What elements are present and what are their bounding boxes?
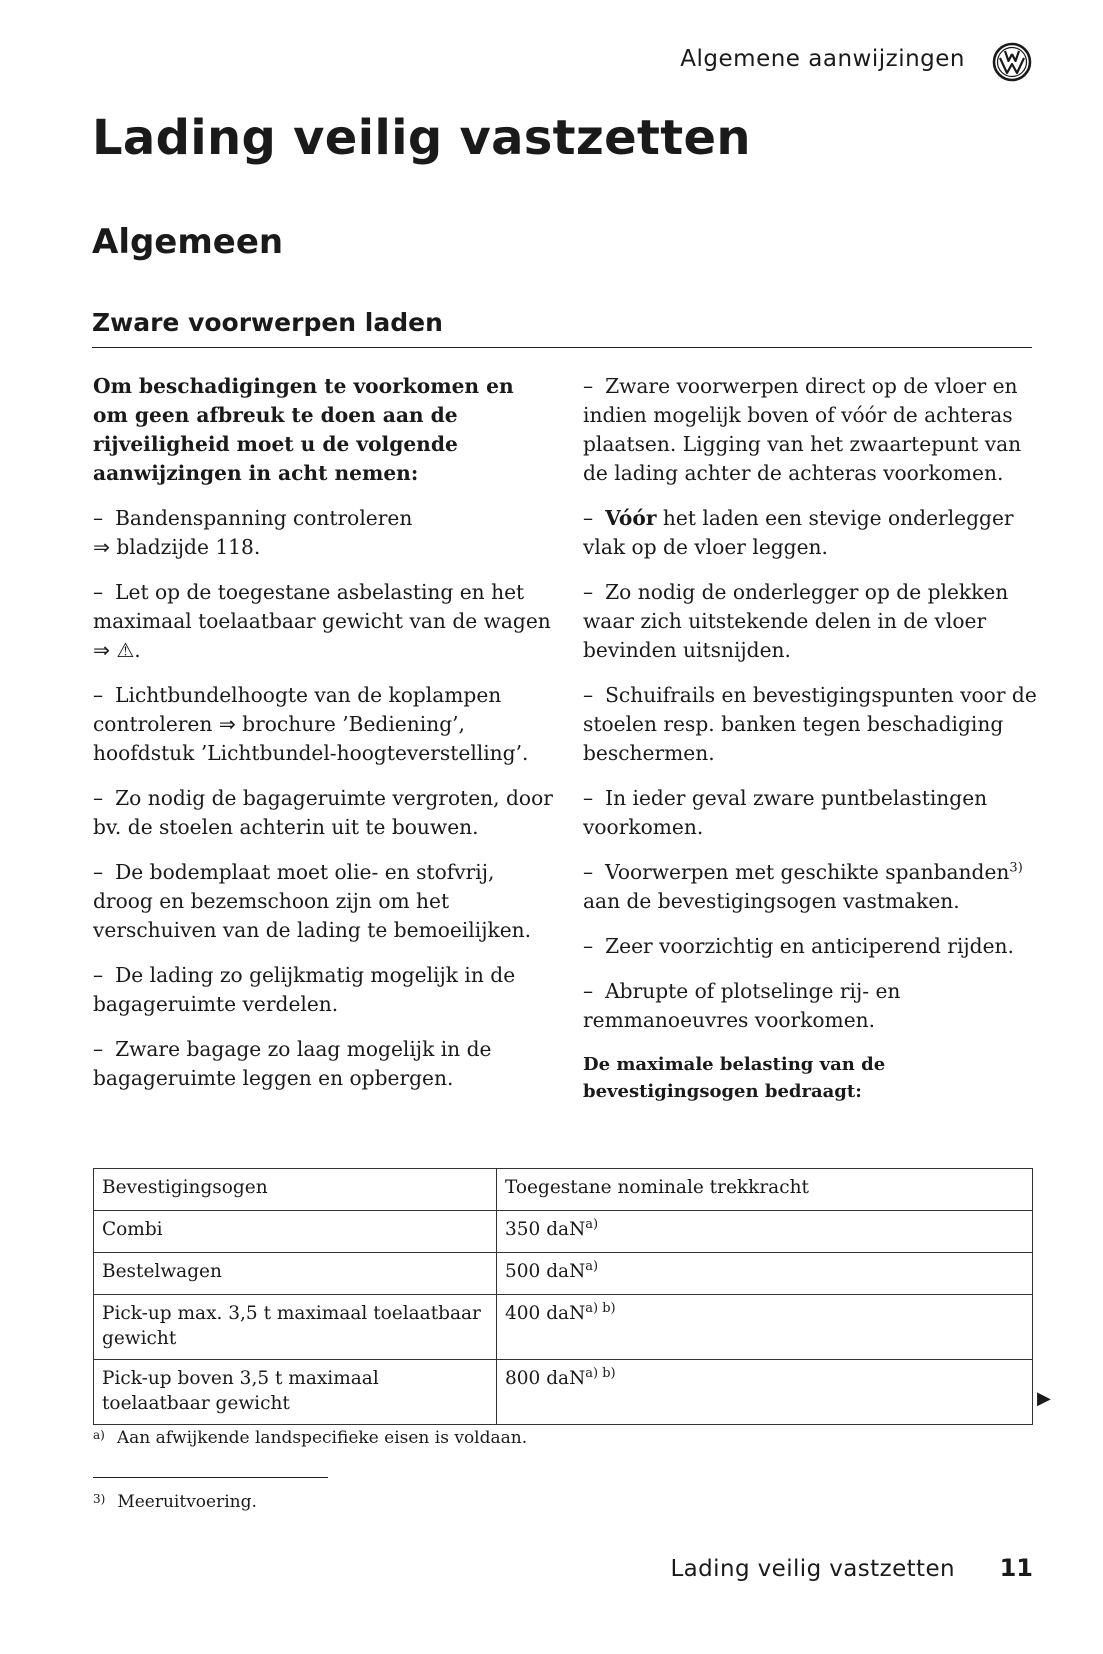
dash-mark: – bbox=[93, 786, 104, 810]
list-item: – Lichtbundelhoogte van de koplampen controleren ⇒ brochure ’Bediening’, hoofdstuk ’Lichtbundel-hoogteverstelling’. bbox=[93, 683, 529, 765]
list-item: – Abrupte of plotselinge rij- en remmanoeuvres voorkomen. bbox=[583, 979, 901, 1032]
table-intro: De maximale belasting van de bevestigingsogen bedraagt: bbox=[583, 1054, 886, 1102]
list-item: – Schuifrails en bevestigingspunten voor de stoelen resp. banken tegen beschadiging beschermen. bbox=[583, 683, 1037, 765]
dash-mark: – bbox=[583, 979, 594, 1003]
list-item: – Zo nodig de bagageruimte vergroten, door bv. de stoelen achterin uit te bouwen. bbox=[93, 786, 553, 839]
list-item: – Let op de toegestane asbelasting en het maximaal toelaatbaar gewicht van de wagen ⇒ ⚠. bbox=[93, 580, 551, 662]
list-item: – Zeer voorzichtig en anticiperend rijden. bbox=[583, 934, 1014, 958]
list-item: – De bodemplaat moet olie- en stofvrij, droog en bezemschoon zijn om het verschuiven van de lading te bemoeilijken. bbox=[93, 860, 532, 942]
dash-mark: – bbox=[583, 374, 594, 398]
section-divider bbox=[92, 347, 1032, 348]
footnote-text: Meeruitvoering. bbox=[117, 1492, 257, 1512]
load-table bbox=[93, 1168, 1033, 1425]
table-header-cell: Toegestane nominale trekkracht bbox=[497, 1169, 1033, 1211]
footnote-divider bbox=[93, 1477, 328, 1478]
dash-mark: – bbox=[93, 1037, 104, 1061]
list-item: – Bandenspanning controleren ⇒ bladzijde 118. bbox=[93, 506, 413, 559]
table-row bbox=[94, 1253, 1033, 1295]
list-item: – Vóór het laden een stevige onderlegger vlak op de vloer leggen. bbox=[583, 506, 1014, 559]
table-row bbox=[94, 1295, 1033, 1360]
dash-mark: – bbox=[93, 506, 104, 530]
table-header-row bbox=[94, 1169, 1033, 1211]
dash-mark: – bbox=[93, 860, 104, 884]
dash-mark: – bbox=[583, 506, 594, 530]
warning-icon: ⚠ bbox=[116, 638, 135, 662]
page-reference: bladzijde 118. bbox=[116, 535, 261, 559]
table-cell-value: 400 daN$^{a) b)}$ bbox=[497, 1295, 1033, 1360]
table-cell-value: 500 daN$^{a)}$ bbox=[497, 1253, 1033, 1295]
dash-mark: – bbox=[583, 580, 594, 604]
list-item: – Voorwerpen met geschikte spanbanden$^{3)}$ aan de bevestigingsogen vastmaken. bbox=[583, 860, 1023, 913]
vw-logo-icon bbox=[992, 42, 1032, 82]
arrow-icon: ⇒ bbox=[218, 712, 236, 736]
page-title: Lading veilig vastzetten bbox=[92, 110, 751, 166]
list-item: – Zo nodig de onderlegger op de plekken waar zich uitstekende delen in de vloer bevinden uitsnijden. bbox=[583, 580, 1009, 662]
footnote-mark: 3) bbox=[93, 1492, 106, 1506]
running-footer: Lading veilig vastzetten bbox=[670, 1556, 955, 1582]
subsection-title: Zware voorwerpen laden bbox=[92, 308, 443, 337]
footnote-ref: 3) bbox=[1009, 860, 1023, 876]
dash-mark: – bbox=[93, 683, 104, 707]
dash-mark: – bbox=[583, 934, 594, 958]
continue-arrow-icon: ▶ bbox=[1037, 1388, 1051, 1409]
list-item: – In ieder geval zware puntbelastingen voorkomen. bbox=[583, 786, 988, 839]
right-column bbox=[583, 372, 1043, 1121]
arrow-icon: ⇒ bbox=[93, 535, 110, 559]
table-note-mark: a) bbox=[93, 1428, 105, 1442]
table-row bbox=[94, 1211, 1033, 1253]
table-row bbox=[94, 1360, 1033, 1425]
table-note-ref: a) b) bbox=[585, 1365, 616, 1381]
table-cell-value: 350 daN$^{a)}$ bbox=[497, 1211, 1033, 1253]
list-item: – Zware bagage zo laag mogelijk in de bagageruimte leggen en opbergen. bbox=[93, 1037, 492, 1090]
dash-mark: – bbox=[583, 683, 594, 707]
table-cell-label: Pick-up max. 3,5 t maximaal toelaatbaar gewicht bbox=[94, 1295, 497, 1360]
table-note-ref: a) bbox=[585, 1216, 599, 1232]
intro-text: Om beschadigingen te voorkomen en om geen afbreuk te doen aan de rijveiligheid moet u de volgende aanwijzingen in acht nemen: bbox=[93, 374, 514, 485]
dash-mark: – bbox=[583, 786, 594, 810]
list-item: – Zware voorwerpen direct op de vloer en indien mogelijk boven of vóór de achteras plaatsen. Ligging van het zwaartepunt van de lading achter de achteras voorkomen. bbox=[583, 374, 1022, 485]
dash-mark: – bbox=[93, 963, 104, 987]
section-title: Algemeen bbox=[92, 222, 284, 262]
table-cell-label: Combi bbox=[94, 1211, 497, 1253]
table-note-ref: a) b) bbox=[585, 1300, 616, 1316]
table-cell-label: Pick-up boven 3,5 t maximaal toelaatbaar gewicht bbox=[94, 1360, 497, 1425]
table-note-ref: a) bbox=[585, 1258, 599, 1274]
table-cell-value: 800 daN$^{a) b)}$ bbox=[497, 1360, 1033, 1425]
table-cell-label: Bestelwagen bbox=[94, 1253, 497, 1295]
dash-mark: – bbox=[583, 860, 594, 884]
table-header-cell: Bevestigingsogen bbox=[94, 1169, 497, 1211]
footnote bbox=[93, 1492, 257, 1512]
table-note bbox=[93, 1428, 527, 1448]
table-note-text: Aan afwijkende landspecifieke eisen is voldaan. bbox=[116, 1428, 528, 1448]
page-number: 11 bbox=[999, 1554, 1033, 1582]
left-column bbox=[93, 372, 553, 1109]
running-header: Algemene aanwijzingen bbox=[680, 46, 965, 72]
dash-mark: – bbox=[93, 580, 104, 604]
list-item: – De lading zo gelijkmatig mogelijk in de bagageruimte verdelen. bbox=[93, 963, 516, 1016]
arrow-icon: ⇒ bbox=[93, 638, 110, 662]
